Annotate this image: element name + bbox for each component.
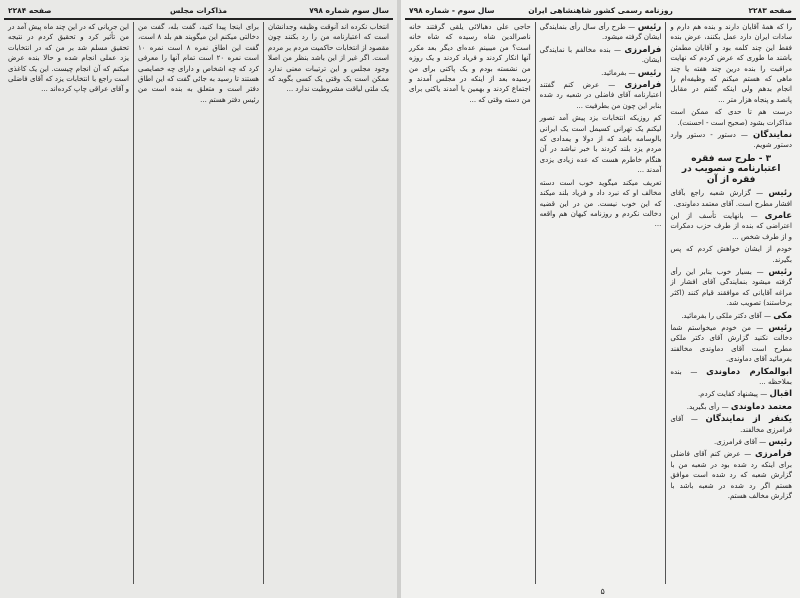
paragraph-text: تعریف میکند میگوید خوب است دسته مخالف او که نبرد داد و فریاد بلند میکند که این خوب نیست. من در این قضیه دخالت نکردم و روزنامه کیهان هم واقعه ... <box>539 178 662 229</box>
speaker-name: رئیس <box>768 322 792 333</box>
speaker-name: ابوالمکارم دماوندی <box>706 366 792 377</box>
paragraph <box>670 449 792 501</box>
paragraph-text: این جریانی که در این چند ماه پیش آمد در من تأثیر کرد و تحقیق کردم در نتیجه تحقیق مسلم شد بر من که در انتخابات یزد عملی انجام شده و حالا بنده عرض میکنم که آن انجام چیست. این یک کاغذی است راجع با انتخابات یزد که آقای فاضلی و آقای عراقی چاپ کرده‌اند ... <box>8 23 129 94</box>
paragraph-text: خودم از ایشان خواهش کردم که پس بگیرند. <box>670 245 792 264</box>
paragraph-text: برای اینجا پیدا کنید، گفت بله، گفت من دخالتی میکنم این میگویند هم بلد ۸ است، گفت این اطاق نمره ۸ است نمره ۱۰ است نمره ۲۰ است تمام آنها را معرفی کرد که چه اشخاص و دارای چه خصایصی هستند تا رسید به جائی گفت که این اطاق دفتر است و متعلق به بنده است من رئیس دفتر هستم ... <box>138 23 259 104</box>
paragraph-text: را که همهٔ آقایان دارند و بنده هم دارم و سادات ایران دارد عمل بکنند، عرض بنده فقط این چند کلمه بود و آقایان مطمئن باشند ما طوری که عرض کردم که نهایت مراقبت را بنده درین چند هفته یا چند ماهی که هستم میکنم که وظیفه‌ام را انجام بدهم ولی اینکه گفتم در مقابل پانصد و پنجاه هزار متر ... <box>670 23 792 104</box>
speaker-name: رئیس <box>637 67 662 78</box>
paragraph-text: کم روزیکه انتخابات یزد پیش آمد تصور لیکنم یک تهرانی کسیمل است یک ایرانی بالوسامه باشد که از دولا و یمدادی که مردم یزد بلند کردند با خبر نباشد در آن هنگام خاطرم هست که عده زیادی یزدی آمدند ... <box>539 114 662 175</box>
page-header <box>4 6 393 20</box>
paragraph-text: حاجی علی دهبالائی یلقی گرفتند خانه ناصرالدین شاه رسیده که شاه خانه است؟ من میبینم عده‌ای دیگر بعد مکرر آنها انکار کردند و فریاد کردند و یک روزه من نشسته بودم و یک پاکتی برای من رسیده بعد از اینکه در مجلس آمدند و اجتماع کردند و بهمین یا آمدند یاکتی برای من دسته وقتی که ... <box>408 23 531 104</box>
speaker-name: فرامرزی <box>754 449 792 460</box>
speaker-name: رئیس <box>768 188 792 199</box>
paragraph <box>670 311 792 321</box>
paragraph <box>670 437 792 447</box>
paragraph-text: — آقای دکتر ملکی را بفرمائید. <box>681 311 771 320</box>
left-page <box>0 0 397 598</box>
text-columns <box>405 22 796 584</box>
page-label: صفحه ۲۲۸۴ <box>8 6 52 15</box>
paragraph-text: انتخاب نکرده اند آنوقت وظیفه وجدانشان است که اعتبارنامه من را رد بکنند چون مقصود از انتخابات حاکمیت مردم بر مردم است. اگر غیر از این باشد بنظر من اصلا وجود مجلس و این ترتیبات معنی ندارد ممکن است یک وقتی یک کسی بگوید که یک ملتی لیاقت مشروطیت ندارد ... <box>268 23 389 94</box>
paragraph <box>670 22 792 105</box>
speaker-name: فرامرزی <box>624 44 662 55</box>
paragraph <box>670 211 792 242</box>
issue-number: سال سوم - شماره ۷۹۸ <box>409 6 495 15</box>
paragraph <box>670 244 792 265</box>
text-column <box>665 22 796 584</box>
text-column <box>535 22 666 584</box>
paragraph <box>138 22 259 105</box>
paragraph <box>540 113 662 175</box>
speaker-name: یکنفر از نمایندگان <box>705 414 792 425</box>
speaker-name: نمایندگان <box>752 130 793 141</box>
paragraph <box>409 22 531 105</box>
speaker-name: عامری <box>764 210 792 221</box>
speaker-name: معتمد دماوندی <box>730 401 792 412</box>
paragraph-text: — بنده بملاحظه ... <box>670 367 792 386</box>
speaker-name: رئیس <box>768 437 792 448</box>
paragraph <box>670 323 792 365</box>
speaker-name: فرامرزی <box>624 80 662 91</box>
paragraph-text: — من خودم میخواستم شما دخالت نکنید گزارش آقای دکتر ملکی مطرح است آقای دماوندی مخالفند بفرمائید آقای دماوندی. <box>670 323 792 364</box>
speaker-name: رئیس <box>768 266 792 277</box>
text-column <box>133 22 263 584</box>
page-title: روزنامه رسمی کشور شاهنشاهی ایران <box>528 6 673 15</box>
paragraph <box>670 188 792 209</box>
paragraph <box>670 107 792 128</box>
text-column <box>405 22 535 584</box>
paragraph <box>670 267 792 309</box>
speaker-name: مکی <box>773 310 792 321</box>
paragraph-text: — رأی بگیرید. <box>686 402 729 411</box>
paragraph-text: — گزارش شعبه راجع بآقای افشار مطرح است. آقای معتمد دماوندی. <box>670 189 792 208</box>
page-label: صفحه ۲۲۸۳ <box>748 6 792 15</box>
paragraph <box>540 178 662 230</box>
paragraph <box>670 414 792 435</box>
text-column <box>263 22 393 584</box>
text-column <box>4 22 133 584</box>
paragraph-text: — طرح رأی سال رأی بنمایندگی ایشان گرفته میشود. <box>539 23 662 42</box>
paragraph-text: — دستور - دستور وارد دستور شویم. <box>670 131 792 150</box>
paragraph <box>540 22 662 43</box>
paragraph-text: — پیشنهاد کفایت کردم. <box>697 390 768 399</box>
paragraph-text: — بانهایت تأسف از این اعتراضی که بنده از طرف حزب دمکرات و از طرف شخص ... <box>670 211 792 241</box>
paragraph <box>670 389 792 399</box>
paragraph-text: — بفرمائید. <box>601 68 636 77</box>
paragraph-text: — آقای فرامرزی. <box>713 438 767 447</box>
issue-number: سال سوم شماره ۷۹۸ <box>309 6 389 15</box>
paragraph-text: — عرض کنم گفتند اعتبارنامه آقای فاضلی در شعبه رد شده بنابر این چون من بطرفیت ... <box>539 81 662 110</box>
paragraph-text: — بنده مخالفم با نمایندگی ایشان. <box>539 45 662 65</box>
page-header <box>405 6 796 20</box>
paragraph-text: — آقای فرامرزی مخالفند. <box>670 415 792 434</box>
paragraph <box>670 402 792 412</box>
paragraph <box>540 45 662 66</box>
right-page <box>401 0 800 598</box>
paragraph <box>670 130 792 151</box>
paragraph-text: درست هم تا حدی که ممکن است مذاکرات بشود (صحیح است - احسنت). <box>670 108 792 127</box>
paragraph <box>268 22 389 95</box>
page-number: ۵ <box>600 587 605 596</box>
paragraph-text: — بسیار خوب بنابر این رأی گرفته میشود بنمایندگی آقای افشار از مراغه آقایانی که موافقند قیام کنند (اکثر برخاستند) تصویب شد. <box>670 267 792 308</box>
section-heading: ۳ - طرح سه فقره اعتبارنامه و تصویب در فقره از آن <box>681 153 781 185</box>
paragraph <box>540 80 662 111</box>
paragraph-text: — عرض کنم آقای فاضلی برای اینکه رد شده بود در شعبه من با گزارش شعبه که رد شده است موافق هستم اگر رد شده در شعبه باشد با گزارش مخالف هستم. <box>670 450 792 501</box>
paragraph <box>670 367 792 388</box>
speaker-name: اقبال <box>769 389 792 400</box>
speaker-name: رئیس <box>637 22 662 32</box>
text-columns <box>4 22 393 584</box>
page-title: مذاکرات مجلس <box>169 6 228 15</box>
paragraph <box>540 68 662 78</box>
paragraph <box>8 22 129 95</box>
